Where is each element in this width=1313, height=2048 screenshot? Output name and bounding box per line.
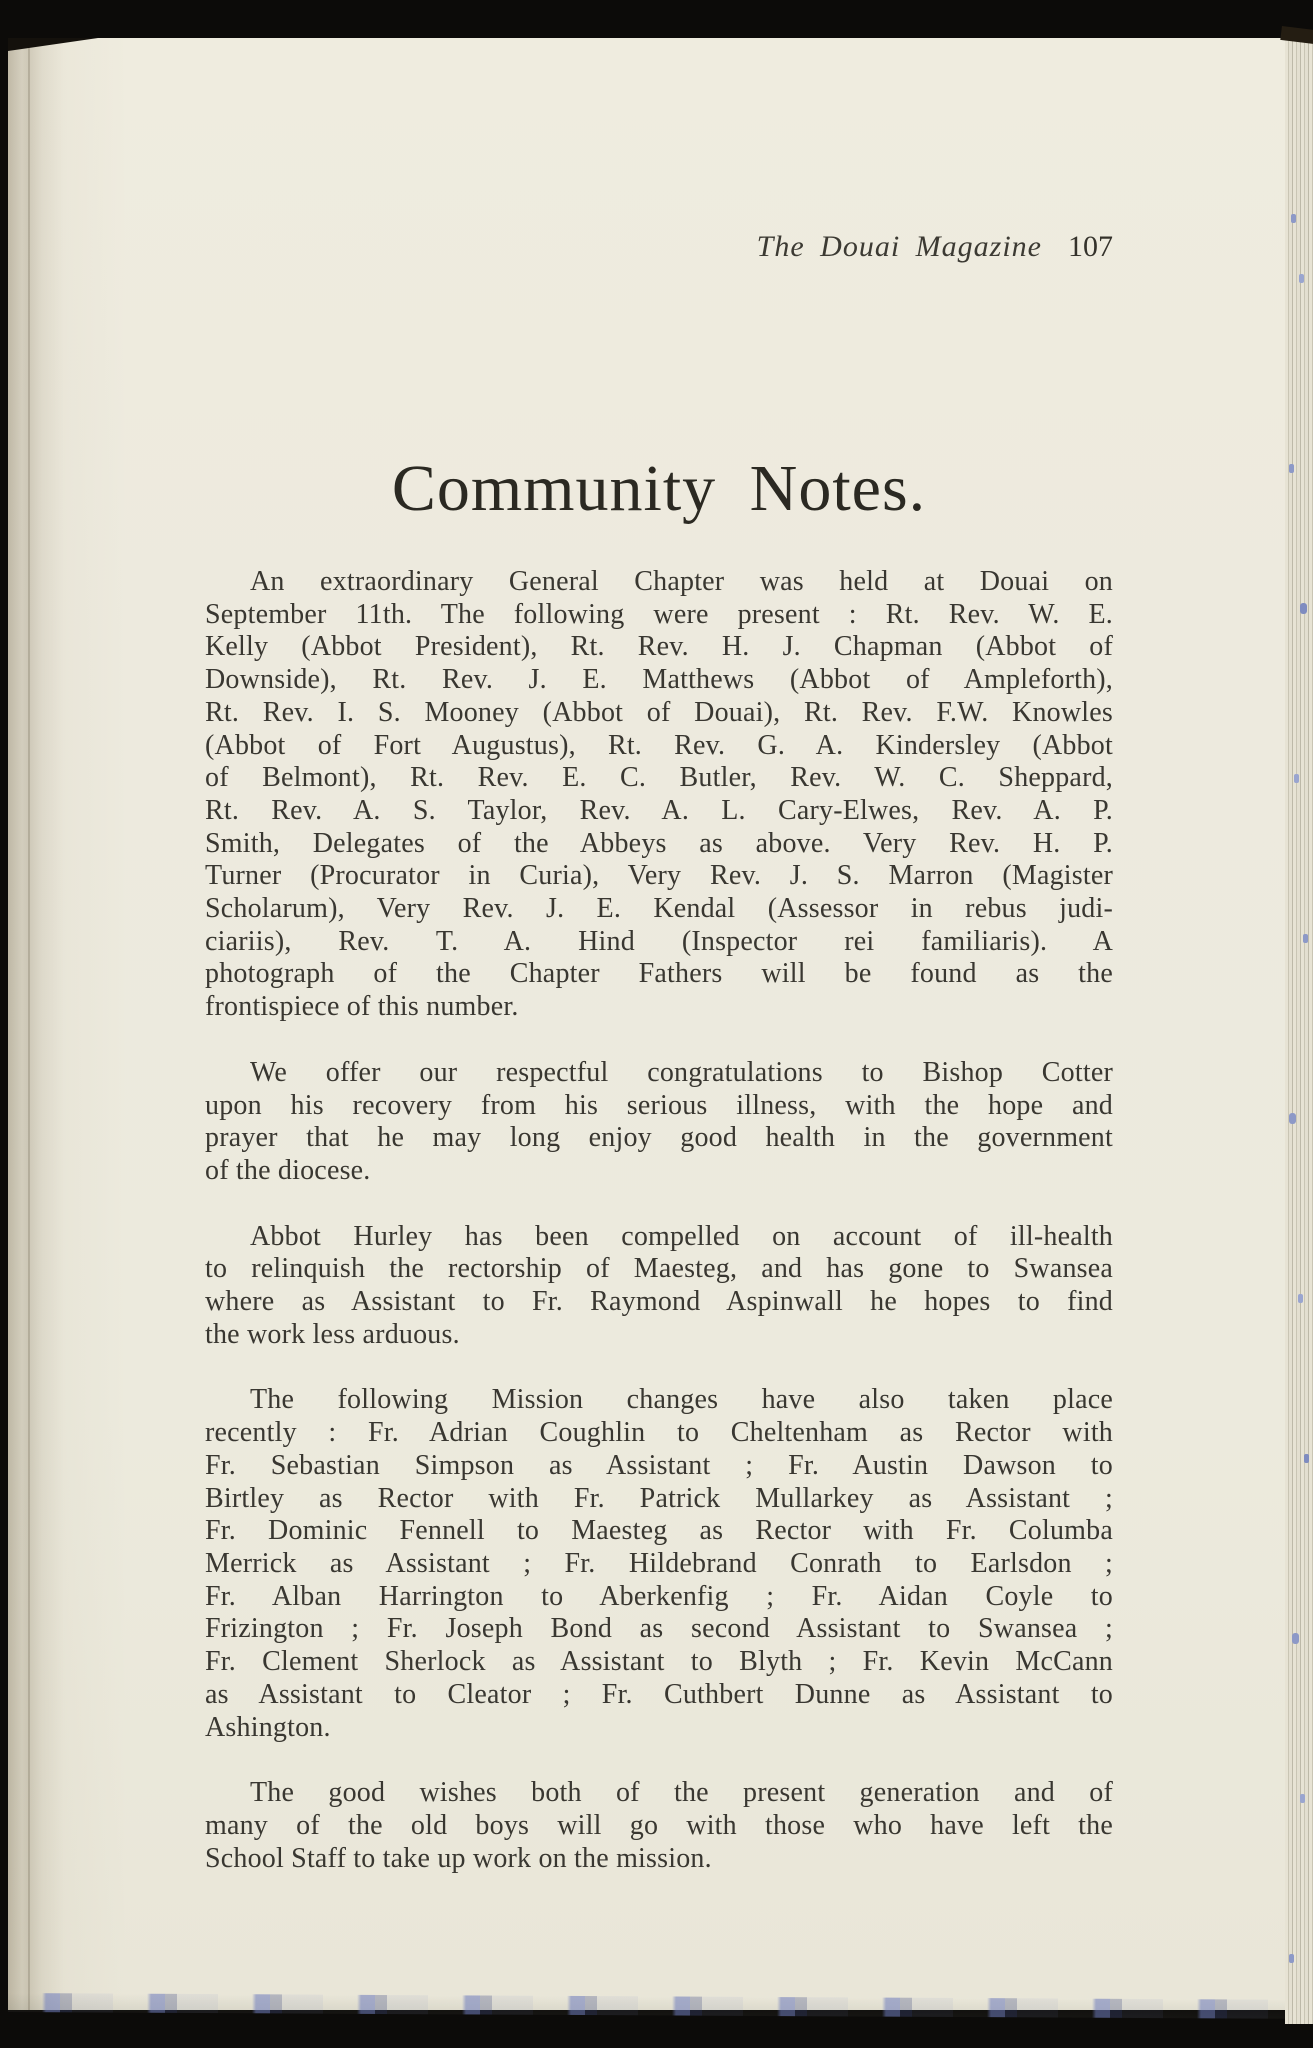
paragraph — [205, 1057, 1113, 1188]
text-line: recently : Fr. Adrian Coughlin to Cheltenham as Rector with — [205, 1417, 1113, 1449]
text-line: the work less arduous. — [205, 1318, 460, 1350]
gutter-crease — [28, 38, 30, 2010]
text-line: Turner (Procurator in Curia), Very Rev. J. S. Marron (Magister — [205, 860, 1113, 892]
text-line: as Assistant to Cleator ; Fr. Cuthbert Dunne as Assistant to — [205, 1678, 1113, 1710]
page-content — [205, 38, 1113, 2010]
article-body — [205, 566, 1113, 1875]
text-line: where as Assistant to Fr. Raymond Aspinwall he hopes to find — [205, 1286, 1113, 1318]
page-number: 107 — [1068, 230, 1113, 263]
text-line: An extraordinary General Chapter was held at Douai on — [250, 566, 1113, 597]
page-edge-speckles — [1291, 214, 1296, 223]
text-line: School Staff to take up work on the mission. — [205, 1842, 712, 1874]
text-line: Frizington ; Fr. Joseph Bond as second Assistant to Swansea ; — [205, 1613, 1113, 1645]
text-line: September 11th. The following were present : Rt. Rev. W. E. — [205, 598, 1113, 630]
paragraph — [205, 1777, 1113, 1875]
text-line: Smith, Delegates of the Abbeys as above. Very Rev. H. P. — [205, 827, 1113, 859]
text-line: Rt. Rev. A. S. Taylor, Rev. A. L. Cary-Elwes, Rev. A. P. — [205, 794, 1113, 826]
text-line: Merrick as Assistant ; Fr. Hildebrand Conrath to Earlsdon ; — [205, 1547, 1113, 1579]
cover-corner-topright — [1280, 26, 1313, 44]
text-line: Rt. Rev. I. S. Mooney (Abbot of Douai), Rt. Rev. F.W. Knowles — [205, 696, 1113, 728]
text-line: frontispiece of this number. — [205, 991, 519, 1023]
text-line: (Abbot of Fort Augustus), Rt. Rev. G. A. Kindersley (Abbot — [205, 729, 1113, 761]
magazine-title: The Douai Magazine — [756, 230, 1042, 263]
gutter-shadow — [8, 38, 64, 2010]
text-line: Fr. Alban Harrington to Aberkenfig ; Fr. Aidan Coyle to — [205, 1580, 1113, 1612]
text-line: Abbot Hurley has been compelled on account of ill-health — [250, 1220, 1113, 1252]
text-line: Fr. Sebastian Simpson as Assistant ; Fr. Austin Dawson to — [205, 1449, 1113, 1481]
text-line: Scholarum), Very Rev. J. E. Kendal (Assessor in rebus judi- — [205, 893, 1113, 925]
text-line: ciariis), Rev. T. A. Hind (Inspector rei familiaris). A — [205, 925, 1113, 957]
text-line: Birtley as Rector with Fr. Patrick Mullarkey as Assistant ; — [205, 1482, 1113, 1514]
text-line: Kelly (Abbot President), Rt. Rev. H. J. Chapman (Abbot of — [205, 631, 1113, 663]
text-line: many of the old boys will go with those who have left the — [205, 1809, 1113, 1841]
text-line: We offer our respectful congratulations to Bishop Cotter — [250, 1056, 1113, 1088]
text-line: to relinquish the rectorship of Maesteg, and has gone to Swansea — [205, 1253, 1113, 1285]
text-line: photograph of the Chapter Fathers will be found as the — [205, 958, 1113, 990]
book-page — [8, 38, 1285, 2010]
text-line: Downside), Rt. Rev. J. E. Matthews (Abbot of Ampleforth), — [205, 664, 1113, 696]
text-line: Ashington. — [205, 1711, 331, 1743]
text-line: The following Mission changes have also taken place — [250, 1384, 1113, 1416]
paragraph — [205, 566, 1113, 1024]
running-header — [205, 230, 1113, 264]
text-line: of the diocese. — [205, 1154, 371, 1186]
text-line: Fr. Dominic Fennell to Maesteg as Rector with Fr. Columba — [205, 1515, 1113, 1547]
article-title: Community Notes. — [391, 452, 927, 525]
text-line: of Belmont), Rt. Rev. E. C. Butler, Rev. W. C. Sheppard, — [205, 762, 1113, 794]
paragraph — [205, 1221, 1113, 1352]
text-line: upon his recovery from his serious illness, with the hope and — [205, 1089, 1113, 1121]
paragraph — [205, 1384, 1113, 1744]
text-line: Fr. Clement Sherlock as Assistant to Blyth ; Fr. Kevin McCann — [205, 1646, 1113, 1678]
text-line: prayer that he may long enjoy good health in the government — [205, 1122, 1113, 1154]
cover-corner-topleft — [8, 38, 98, 51]
page-stack-edge — [1285, 34, 1313, 2024]
text-line: The good wishes both of the present generation and of — [250, 1777, 1113, 1809]
